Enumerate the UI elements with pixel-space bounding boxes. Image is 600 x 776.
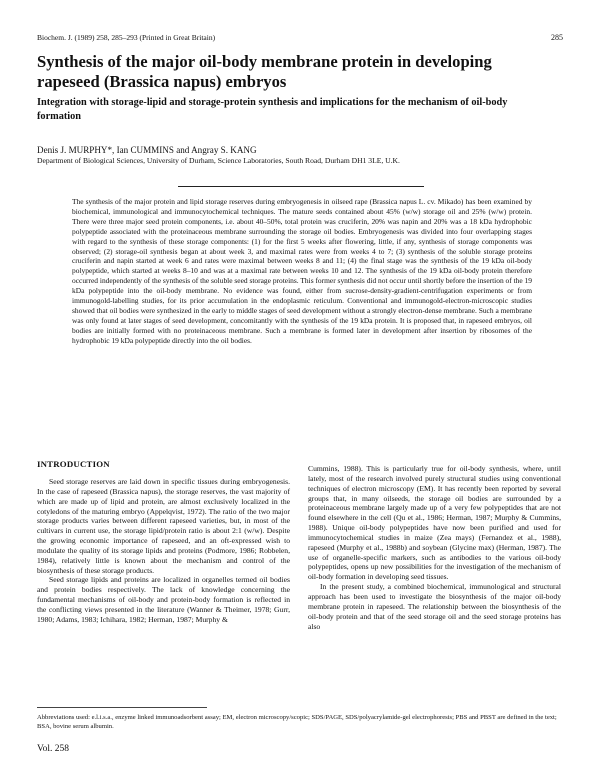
page-number: 285 [551,33,563,42]
body-column-right [308,464,561,631]
paper-subtitle: Integration with storage-lipid and storage-protein synthesis and implications for the mechanism of oil-body formation [37,97,508,122]
body-column-left [37,477,290,625]
author-list: Denis J. MURPHY*, Ian CUMMINS and Angray S. KANG [37,145,257,155]
paragraph: Seed storage lipids and proteins are localized in organelles termed oil bodies and protein bodies respectively. The lack of knowledge concerning the fundamental mechanisms of oil-body and protein-body formation is reflected in the conflicting views presented in the literature (Wanner & Theimer, 1978; Gurr, 1980; Adams, 1983; Ichihara, 1982; Herman, 1987; Murphy & [37,575,290,624]
abbreviations-footnote: Abbreviations used: e.l.i.s.a., enzyme linked immunoadsorbent assay; EM, electron microscopy/scopic; SDS/PAGE, SDS/polyacrylamide-gel electrophoresis; PBS and PBST are defined in the text; BSA, bovine serum albumin. [37,714,557,730]
section-heading-introduction: INTRODUCTION [37,459,110,469]
author-affiliation: Department of Biological Sciences, University of Durham, Science Laboratories, South Road, Durham DH1 3LE, U.K. [37,156,400,165]
paper-title: Synthesis of the major oil-body membrane protein in developing rapeseed (Brassica napus) embryos [37,52,492,91]
volume-label: Vol. 258 [37,744,70,754]
running-header [37,33,563,45]
abstract-divider [178,186,424,187]
abstract: The synthesis of the major protein and lipid storage reserves during embryogenesis in oilseed rape (Brassica napus L. cv. Mikado) has been examined by biochemical, immunological and immunocytochemical techniques. The mature seeds contained about 45% (w/w) storage oil and 25% (w/w) protein. There were three major seed protein components, i.e. about 40–50%, total protein was cruciferin, 20% was napin and 20% was a 18 kDa hydrophobic polypeptide associated with the proteinaceous membrane surrounding the storage oil bodies. Embryogenesis was divided into four overlapping stages with regard to the synthesis of these storage components: (1) for the first 5 weeks after flowering, little, if any, synthesis of storage components was observed; (2) storage-oil synthesis began at about week 3, and maximal rates were from weeks 4 to 7; (3) synthesis of the soluble storage proteins cruciferin and napin started at week 6 and rates were maximal between weeks 8 and 11; (4) the final stage was the synthesis of the 19 kDa oil-body polypeptide, which started at weeks 8–10 and was at a maximal rate between weeks 10 and 12. The synthesis of the 19 kDa oil-body protein therefore occurred independently of the synthesis of the soluble seed storage proteins. This former synthesis did not occur until shortly before the insertion of the 19 kDa polypeptide into the oil-body membrane. No evidence was found, either from sucrose-density-gradient-centrifugation experiments or from immunogold-labelling studies, for its prior accumulation in the endoplasmic reticulum. Conventional and immunogold-electron-microscopic studies showed that oil bodies were synthesized in the early to middle stages of seed development without a strongly electron-dense membrane. Such a membrane was only found at later stages of seed development, concomitantly with the synthesis of the 19 kDa protein. It is proposed that, in rapeseed embryos, oil bodies are initially formed with no proteinaceous membrane. Such a membrane is formed later in development after insertion by ribosomes of the hydrophobic 19 kDa polypeptide directly into the oil bodies. [72,197,532,345]
journal-citation: Biochem. J. (1989) 258, 285–293 (Printed in Great Britain) [37,33,216,42]
paragraph: In the present study, a combined biochemical, immunological and structural approach has been used to investigate the biosynthesis of the major oil-body membrane protein in rapeseed. The relationship between the biosynthesis of the oil-body protein and that of the seed storage oil and the seed storage proteins has also [308,582,561,631]
paragraph: Cummins, 1988). This is particularly true for oil-body synthesis, where, until lately, most of the research involved purely structural studies using conventional techniques of electron microscopy (EM). It has recently been reported by several groups that, in many oilseeds, the storage oil bodies are surrounded by a proteinaceous membrane largely made up of a very few polypeptides that are not found elsewhere in the cell (Qu et al., 1986; Herman, 1987; Murphy & Cummins, 1988). Unique oil-body polypeptides have now been purified and used for immunocytochemical studies in maize (Zea mays) (Fernandez et al., 1988), rapeseed (Murphy et al., 1988b) and soybean (Glycine max) (Herman, 1987). The use of organelle-specific markers, such as antibodies to the various oil-body polypeptides, opens up new possibilities for the investigation of the mechanism of oil-body formation in developing seed tissues. [308,464,561,582]
paragraph: Seed storage reserves are laid down in specific tissues during embryogenesis. In the case of rapeseed (Brassica napus), the storage reserves, the vast majority of which are made up of lipid and protein, are almost exclusively localized in the cotyledons of the maturing embryo (Appelqvist, 1972). The ratio of the two major storage products varies between different rapeseed varieties, but, in most of the cultivars in current use, the storage lipid/protein ratio is about 2:1 (w/w). Despite the growing economic importance of rapeseed, and an oft-expressed wish to modulate the quality of its storage lipids and proteins (Podmore, 1986; Robbelen, 1984), relatively little is known about the mechanism and control of the biosynthesis of these storage products. [37,477,290,575]
footnote-divider [37,707,207,708]
